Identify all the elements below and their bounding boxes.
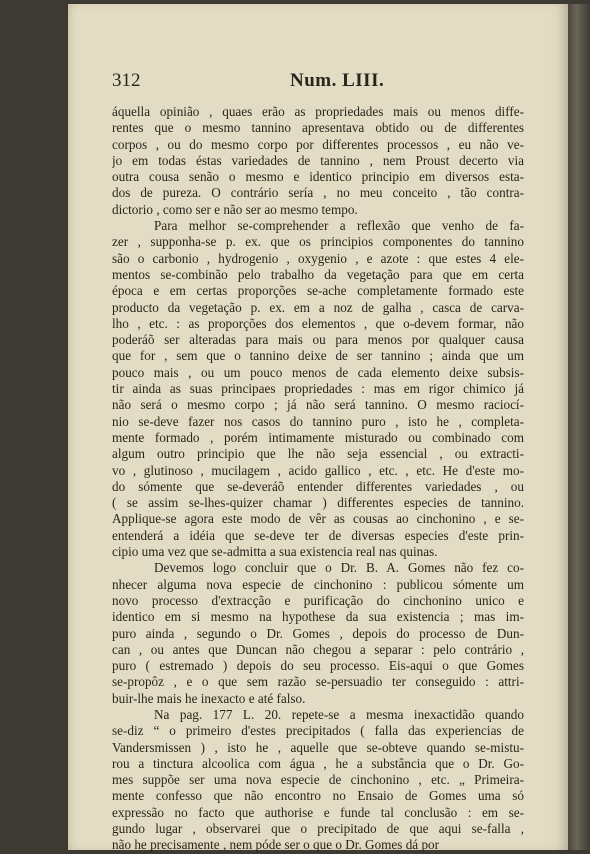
paragraph [112,218,524,560]
text-line: que for , sem que o tannino deixe de ser tannino ; ainda que um [112,348,524,364]
body-text [112,104,524,854]
page-header [112,70,524,94]
text-line: corpos , ou do mesmo corpo por differentes processos , eu não ve- [112,136,524,152]
text-line: Vandersmissen ) , isto he , aquelle que se-obteve quando se-mistu- [112,739,524,755]
page-edge [568,4,590,850]
text-line: vo , glutinoso , mucilagem , acido gallico , etc. , etc. He d'este mo- [112,462,524,478]
text-line: dictorio , como ser e não ser ao mesmo tempo. [112,201,358,217]
text-line: nio se-deve fazer nos casos do tannino puro , isto he , completa- [112,413,524,429]
text-line: cipio uma vez que se-admitta a sua existencia real nas quinas. [112,544,438,560]
text-line: algum outro principio que lhe não seja essencial , ou extracti- [112,446,524,462]
text-line: gundo lugar , observarei que o precipitado de que aqui se-falla , [112,821,524,837]
text-line: nhecer alguma nova especie de cinchonino : publicou sómente um [112,576,524,592]
text-line: mente formado , porém intimamente misturado ou combinado com [112,429,524,445]
text-line: expressão no facto que authorise e funde tal conclusão : em se- [112,804,524,820]
text-line: época e em certas proporções se-ache completamente formado este [112,283,524,299]
text-line: lho , etc. : as proporções dos elementos , que o-devem formar, não [112,315,524,331]
text-line: buir-lhe mais he inexacto e até falso. [112,690,306,706]
text-line: tir ainda as suas principaes propriedades : mas em rigor chimico já [112,381,524,397]
text-line: não será o mesmo corpo ; já não será tannino. O mesmo raciocí- [112,397,524,413]
page-number: 312 [112,70,141,91]
text-line: Na pag. 177 L. 20. repete-se a mesma inexactidão quando [154,706,524,722]
text-line: mente confesso que não encontro no Ensaio de Gomes uma só [112,788,524,804]
text-line: producto da vegetação p. ex. em a noz de galha , casca de carva- [112,299,524,315]
text-line: outra cousa senão o mesmo e identico principio em diversos esta- [112,169,524,185]
text-line: rentes que o mesmo tannino apresentava obtido ou de differentes [112,120,524,136]
text-line: ( se assim se-lhes-quizer chamar ) differentes especies de tannino. [112,495,524,511]
text-line: pouco mais , ou um pouco menos de cada elemento deixe subsis- [112,364,524,380]
text-line: são o carbonio , hydrogenio , oxygenio , e azote : que estes 4 ele- [112,250,524,266]
paragraph [112,104,524,218]
text-line: se-diz “ o primeiro d'estes precipitados ( falla das experiencias de [112,723,524,739]
text-line: can , ou antes que Duncan não chegou a separar : pelo contrário , [112,641,524,657]
text-line: dos de pureza. O contrário sería , no meu conceito , tão contra- [112,185,524,201]
text-line: identico em si mesmo na hypothese da sua existencia ; mas im- [112,609,524,625]
text-line: entenderá a idéia que se-deve ter de diversas especies d'este prin- [112,527,524,543]
text-line: novo processo d'extracção e purificação do cinchonino unico e [112,592,524,608]
text-line: mes suppõe ser uma nova especie de cinchonino , etc. „ Primeira- [112,772,524,788]
text-line: Devemos logo concluir que o Dr. B. A. Gomes não fez co- [154,560,524,576]
text-line: se-propôz , e o que sem razão se-persuadio ter conseguido : attri- [112,674,524,690]
text-line: zer , supponha-se p. ex. que os principios componentes do tannino [112,234,524,250]
text-line: puro ( estremado ) depois do seu processo. Eis-aqui o que Gomes [112,658,524,674]
paragraph [112,560,524,707]
text-line: mentos se-combinão pelo trabalho da vegetação para que em certa [112,266,524,282]
running-title: Num. LIII. [290,70,385,91]
text-line: Applique-se agora este modo de vêr as cousas ao cinchonino , e se- [112,511,524,527]
text-line: poderáõ ser alteradas para mais ou para menos por qualquer causa [112,332,524,348]
text-line: Para melhor se-comprehender a reflexão que venho de fa- [154,218,524,234]
text-line: rou a tinctura alcoolica com água , he a substância que o Dr. Go- [112,755,524,771]
paragraph [112,707,524,854]
text-line: não he precisamente , nem póde ser o que o Dr. Gomes dá por [112,837,440,853]
text-line: áquella opinião , quaes erão as propriedades mais ou menos diffe- [112,104,524,119]
text-line: jo em todas éstas variedades de tannino , nem Proust decerto via [112,152,524,168]
text-line: do sómente que se-deveráõ entender differentes variedades , ou [112,478,524,494]
text-line: puro ainda , segundo o Dr. Gomes , depois do processo de Dun- [112,625,524,641]
